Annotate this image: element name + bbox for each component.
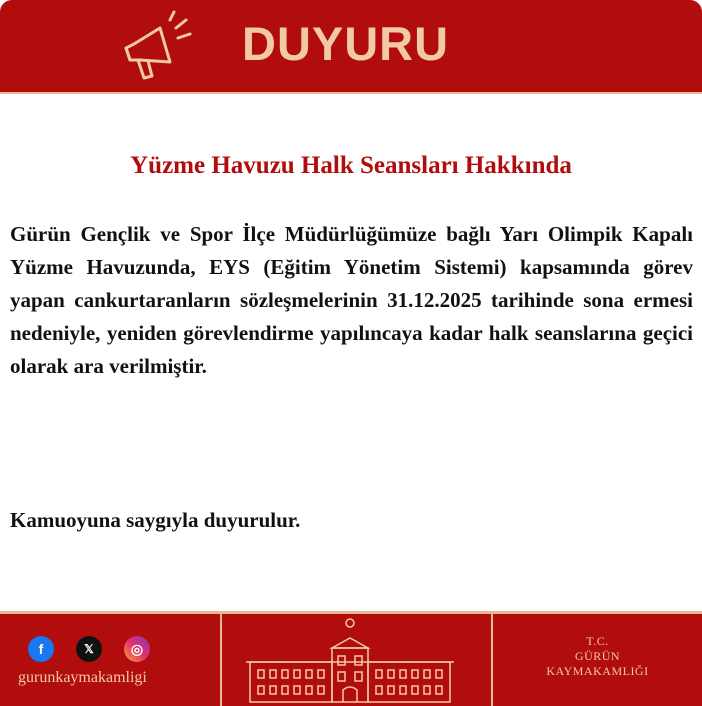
header-title: DUYURU [242, 17, 450, 70]
institution-name [493, 634, 702, 679]
announcement-closing: Kamuoyuna saygıyla duyurulur. [10, 508, 301, 532]
megaphone-icon [118, 8, 198, 84]
facebook-icon[interactable]: f [28, 636, 54, 662]
footer-divider-left [220, 614, 222, 706]
government-building-icon [232, 614, 468, 706]
x-twitter-icon[interactable]: 𝕏 [76, 636, 102, 662]
instagram-icon[interactable]: ◎ [124, 636, 150, 662]
announcement-body: Gürün Gençlik ve Spor İlçe Müdürlüğümüze bağlı Yarı Olimpik Kapalı Yüzme Havuzunda, EYS (Eğitim Yönetim Sistemi) kapsamında görev yapan cankurtaranların sözleşmelerinin 31.12.2025 tarihinde sona ermesi nedeniyle, yeniden görevlendirme yapılıncaya kadar halk seanslarına geçici olarak ara verilmiştir. [10, 222, 693, 378]
announcement-subject: Yüzme Havuzu Halk Seansları Hakkında [130, 152, 572, 179]
institution-line-district: GÜRÜN [574, 649, 621, 663]
social-handle[interactable]: gurunkaymakamligi [18, 669, 147, 686]
institution-line-tc: T.C. [586, 634, 609, 648]
institution-line-office: KAYMAKAMLIĞI [546, 664, 649, 678]
header-banner [0, 0, 702, 94]
footer-banner [0, 611, 702, 706]
